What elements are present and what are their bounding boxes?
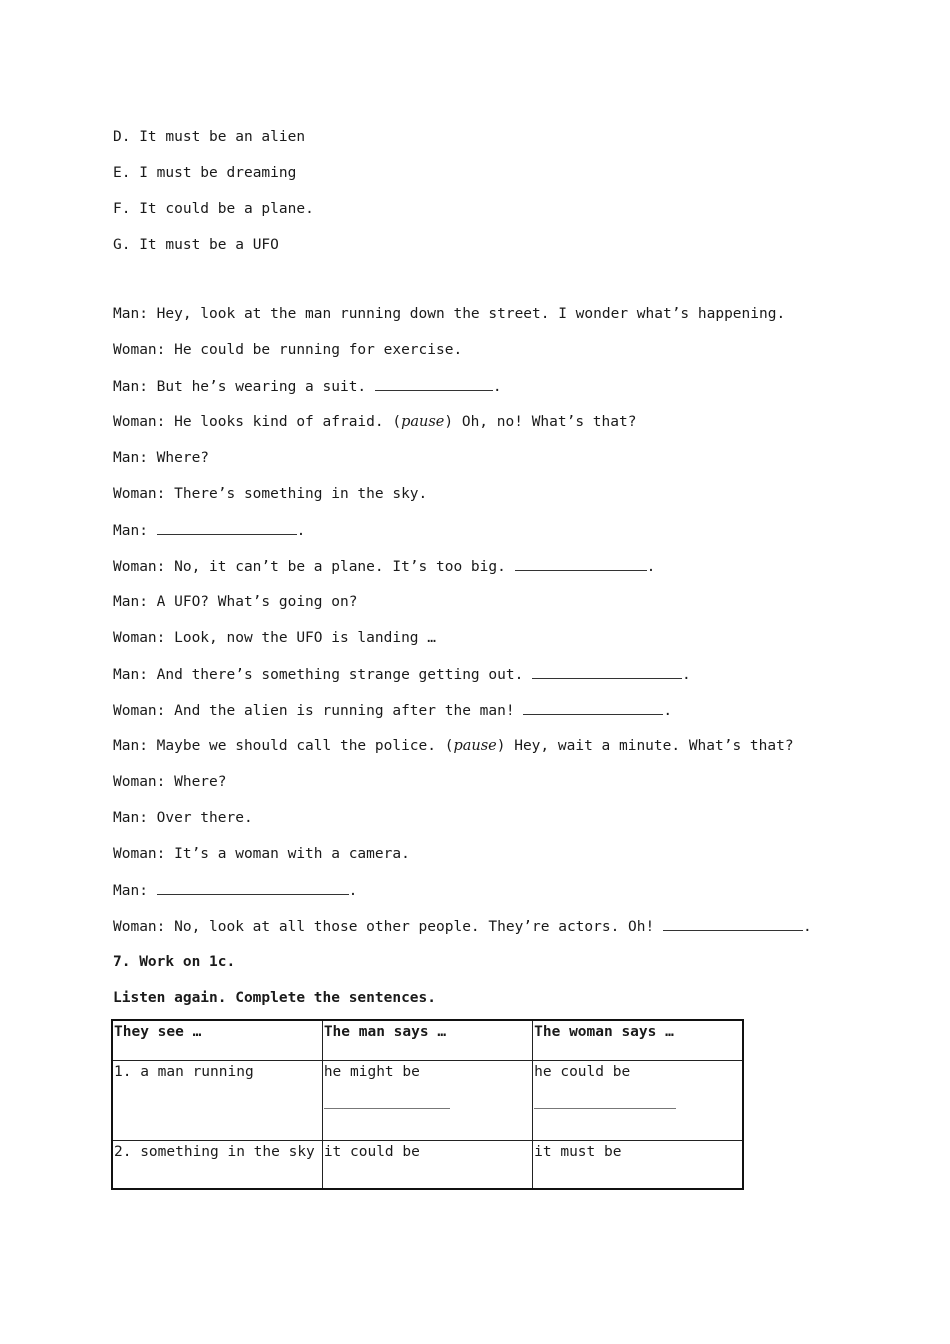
table-header-row [112,1020,743,1061]
table-cell: 2. something in the sky [112,1141,322,1190]
option-f: F. It could be a plane. [113,201,314,217]
dialogue-line: Man: A UFO? What’s going on? [113,594,358,610]
option-e: E. I must be dreaming [113,165,297,181]
answer-blank[interactable] [523,701,663,715]
dialogue-line: Man: And there’s something strange getting out. . [113,667,691,683]
dialogue-line: Woman: It’s a woman with a camera. [113,846,410,862]
dialogue-line: Woman: No, it can’t be a plane. It’s too big. . [113,559,656,575]
table-row [112,1141,743,1190]
dialogue-line: Man: Where? [113,450,210,466]
dialogue-line: Woman: And the alien is running after the man! . [113,703,673,719]
dialogue-line: Man: Maybe we should call the police. (pause) Hey, wait a minute. What’s that? [113,738,794,754]
dialogue-line: Woman: He could be running for exercise. [113,342,463,358]
table-header: They see … [112,1020,322,1061]
dialogue-line: Man: . [113,523,306,539]
table-cell: it could be [322,1141,532,1190]
answer-blank[interactable] [324,1108,450,1109]
section-instruction: Listen again. Complete the sentences. [113,990,437,1006]
section-heading: 7. Work on 1c. [113,954,236,970]
answer-blank[interactable] [375,377,493,391]
answer-blank[interactable] [157,521,297,535]
table-cell: he could be [533,1061,743,1141]
dialogue-line: Woman: He looks kind of afraid. (pause) Oh, no! What’s that? [113,414,637,430]
dialogue-line: Man: . [113,883,358,899]
answer-blank[interactable] [663,917,803,931]
answer-table [111,1019,744,1190]
dialogue-line: Woman: No, look at all those other people. They’re actors. Oh! . [113,919,812,935]
table-header: The woman says … [533,1020,743,1061]
dialogue-line: Woman: Look, now the UFO is landing … [113,630,437,646]
answer-blank[interactable] [534,1108,676,1109]
dialogue-line: Woman: There’s something in the sky. [113,486,428,502]
table-row [112,1061,743,1141]
answer-blank[interactable] [515,557,647,571]
option-d: D. It must be an alien [113,129,306,145]
table-cell: it must be [533,1141,743,1190]
dialogue-line: Man: Hey, look at the man running down the street. I wonder what’s happening. [113,306,786,322]
table-header: The man says … [322,1020,532,1061]
answer-blank[interactable] [532,665,682,679]
table-cell: 1. a man running [112,1061,322,1141]
dialogue-line: Man: Over there. [113,810,253,826]
dialogue-line: Woman: Where? [113,774,227,790]
answer-blank[interactable] [157,881,349,895]
dialogue-line: Man: But he’s wearing a suit. . [113,379,502,395]
table-cell: he might be [322,1061,532,1141]
option-g: G. It must be a UFO [113,237,279,253]
